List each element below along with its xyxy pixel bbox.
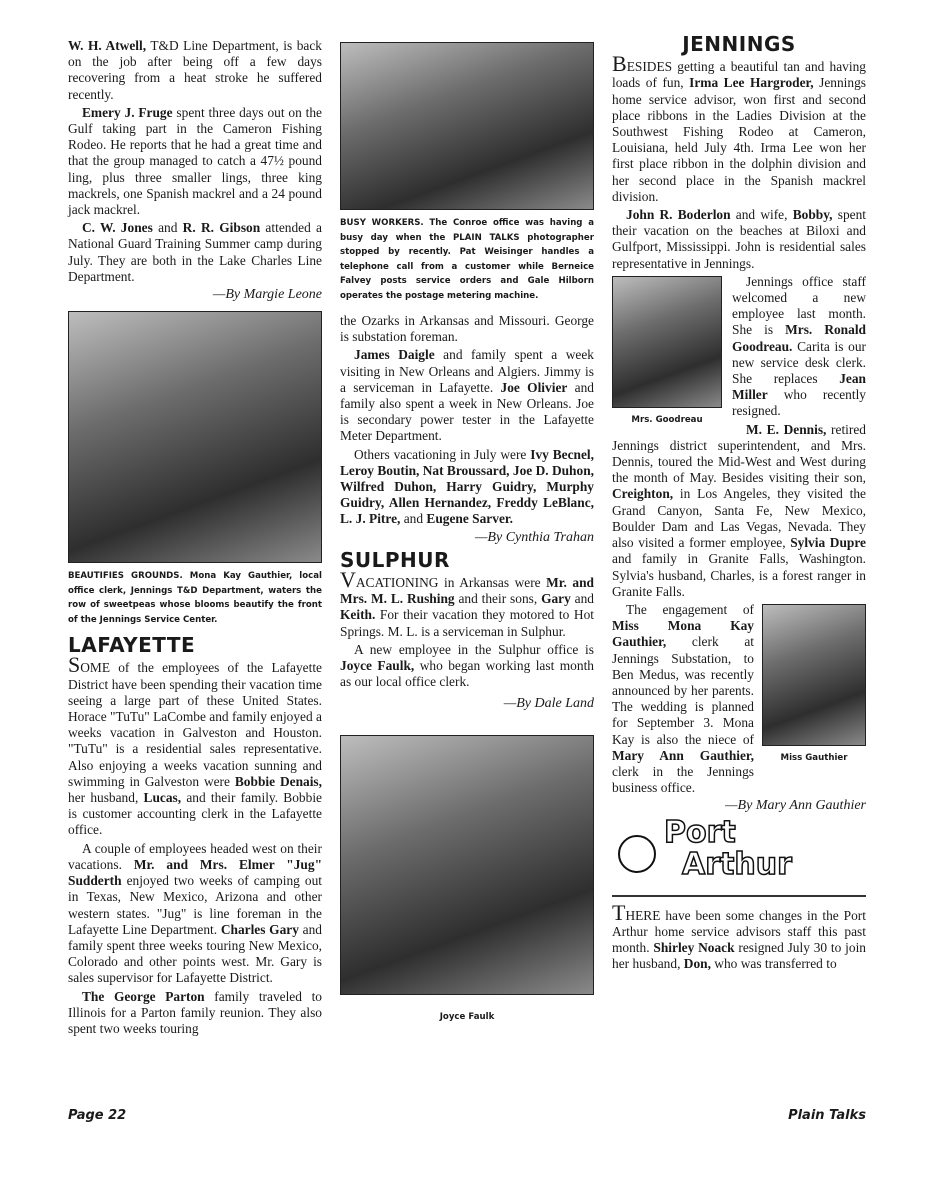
paragraph <box>612 899 866 973</box>
photo-caption: BUSY WORKERS. The Conroe office was having a busy day when the PLAIN TALKS photographer stopped by recently. Pat Weisinger handles a telephone call from a customer while Berneice Falvey posts service orders and Gale Hilborn operates the postage metering machine. <box>340 218 594 301</box>
text-run: The engagement of <box>626 601 754 617</box>
text-run: and their family. Bobbie is customer accounting clerk in the Lafayette office. <box>68 790 322 838</box>
text-run: Carita is our new service desk clerk. She replaces <box>732 338 866 387</box>
photo-caption: BEAUTIFIES GROUNDS. Mona Kay Gauthier, local office clerk, Jennings T&D Department, waters the row of sweetpeas whose blooms beautify the front of the Jennings Service Center. <box>68 571 322 625</box>
text-run: and <box>152 220 183 236</box>
name-highlight: M. E. Dennis, <box>746 421 827 437</box>
name-highlight: Joe Olivier <box>500 379 568 395</box>
name-highlight: Gary <box>541 591 571 607</box>
photo-caption: Mrs. Goodreau <box>631 414 703 425</box>
paragraph <box>68 652 322 838</box>
column-3 <box>612 32 866 974</box>
logo-text: Port <box>664 814 736 850</box>
photo-caption: Miss Gauthier <box>780 752 848 763</box>
paragraph <box>68 220 322 285</box>
byline: —By Dale Land <box>503 696 594 712</box>
name-highlight: Creighton, <box>612 486 674 502</box>
byline: —By Mary Ann Gauthier <box>725 798 866 814</box>
text-run: and <box>400 511 427 527</box>
paragraph <box>68 38 322 103</box>
name-highlight: Irma Lee Hargroder, <box>689 75 814 91</box>
name-highlight: Joyce Faulk, <box>340 658 415 674</box>
column-1 <box>68 38 322 1039</box>
text-run: spent their vacation on the beaches at Biloxi and Gulfport, Mississippi. John is residential sales representative in Jennings. <box>612 207 866 271</box>
text-run: attended a National Guard Training Summer camp during July. They are both in the Lake Charles Line Department. <box>68 220 322 284</box>
text-run: resigned July 30 to join her husband, <box>612 939 866 972</box>
paragraph <box>68 989 322 1038</box>
name-highlight: Emery J. Fruge <box>82 104 173 120</box>
name-highlight: Charles Gary <box>220 921 299 937</box>
paragraph <box>340 347 594 444</box>
paragraph <box>340 313 594 345</box>
photo-block-goodreau <box>612 276 722 432</box>
text-run: her husband, <box>68 790 144 806</box>
name-highlight: Lucas, <box>143 790 182 806</box>
publication-name: Plain Talks <box>788 1108 866 1123</box>
byline: —By Cynthia Trahan <box>474 529 594 545</box>
name-highlight: Mr. and Mrs. M. L. Rushing <box>340 575 594 607</box>
paragraph <box>340 567 594 640</box>
name-highlight: John R. Boderlon <box>626 207 731 223</box>
text-run: T&D Line Department, is back on the job after being off a few days recovering from a heat stroke he suffered recently. <box>68 38 322 102</box>
name-highlight: James Daigle <box>354 347 435 363</box>
byline: —By Margie Leone <box>212 287 322 303</box>
text-run: and family spent three weeks touring New Mexico, Colorado and other points west. Mr. Gary is sales supervisor for Lafayette District. <box>68 921 322 986</box>
section-heading-lafayette: LAFAYETTE <box>68 633 196 658</box>
paragraph <box>340 642 594 691</box>
name-highlight: Mary Ann Gauthier, <box>612 747 754 763</box>
text-run: enjoyed two weeks of camping out in Texas, New Mexico, Arizona and other western states. "Jug" is line foreman in the Lafayette Line Department. <box>68 873 322 937</box>
name-highlight: The George Parton <box>82 988 205 1004</box>
text-run: and family in Granite Falls, Washington. Sylvia's husband, Charles, is a forest ranger in Granite Falls. <box>612 551 866 599</box>
name-highlight: Jean Miller <box>732 371 866 403</box>
column-2 <box>340 42 594 1029</box>
text-run: retired Jennings district superintendent, and Mrs. Dennis, toured the Mid-West and West during the month of May. Besides visiting their son, <box>612 421 866 486</box>
paragraph <box>612 51 866 205</box>
name-highlight: Shirley Noack <box>653 939 735 955</box>
name-highlight: Sylvia Dupre <box>790 535 866 551</box>
text-run: and family spent a week visiting in New Orleans and Algiers. Jimmy is a serviceman in Lafayette. <box>340 347 594 395</box>
text-run: family traveled to Illinois for a Parton family reunion. They also spent two weeks touring <box>68 988 322 1036</box>
name-highlight: Don, <box>683 956 711 972</box>
text-run: and their sons, <box>454 591 542 607</box>
text-run: and wife, <box>730 207 793 223</box>
name-highlight: W. H. Atwell, <box>68 38 147 53</box>
text-run: and family also spent a week in New Orleans. Joe is secondary power tester in the Lafayette Meter Department. <box>340 379 594 444</box>
text-run: Jennings home service advisor, won first and second place ribbons in the Ladies Division at the Southwest Fishing Rodeo at Cameron, Louisiana, held July 4th. Irma Lee won her first place ribbon in the dolphin division and her second place in the Spanish mackrel division. <box>612 75 866 204</box>
photo-miss-gauthier <box>762 604 866 746</box>
name-highlight: Bobby, <box>792 207 833 223</box>
text-run: spent three days out on the Gulf taking part in the Cameron Fishing Rodeo. He reports that he had a great time and that the group managed to catch a 47½ pound ling, plus three smaller lings, three king mackrels, one Spanish mackrel and a 24 pound jack mackrel. <box>68 104 322 218</box>
name-highlight: R. R. Gibson <box>182 220 261 236</box>
photo-busy-workers <box>340 42 594 210</box>
text-run: clerk in the Jennings business office. <box>612 763 754 796</box>
text-run: Jennings office staff welcomed a new employee last month. She is <box>732 273 866 338</box>
text-run: who began working last month as our local office clerk. <box>340 658 594 690</box>
text-run: clerk at Jennings Substation, to Ben Medus, was recently announced by her parents. The wedding is planned for September 3. Mona Kay is also the niece of <box>612 634 754 747</box>
name-highlight: Miss Mona Kay Gauthier, <box>612 618 754 650</box>
paragraph <box>68 841 322 987</box>
text-run: For their vacation they motored to Hot Springs. M. L. is a serviceman in Sulphur. <box>340 607 594 639</box>
name-highlight: C. W. Jones <box>82 220 153 236</box>
text-run: A couple of employees headed west on their vacations. <box>68 840 322 872</box>
name-highlight: Bobbie Denais, <box>234 773 322 789</box>
name-highlight: Keith. <box>340 607 376 623</box>
photo-joyce-faulk <box>340 735 594 995</box>
paragraph <box>340 447 594 528</box>
paragraph <box>612 422 866 600</box>
photo-block-gauthier <box>762 604 866 770</box>
text-run: who recently resigned. <box>732 387 866 419</box>
text-run: who was transferred to <box>710 956 837 972</box>
text-run: and <box>570 591 594 607</box>
text-run: VACATIONING in Arkansas were <box>340 567 547 593</box>
text-run: in Los Angeles, they visited the Grand Canyon, Santa Fe, New Mexico, Boulder Dam and Las Vegas, Nevada. They also visited a former employee, <box>612 486 866 551</box>
name-highlight: Mrs. Ronald Goodreau. <box>732 322 866 354</box>
logo-text: Arthur <box>682 846 792 882</box>
section-heading-jennings: JENNINGS <box>682 32 796 56</box>
text-run: Others vacationing in July were <box>354 446 531 462</box>
paragraph <box>612 207 866 272</box>
name-highlight: Mr. and Mrs. Elmer "Jug" Sudderth <box>68 856 323 889</box>
text-run: A new employee in the Sulphur office is <box>354 641 594 657</box>
text-run: BESIDES getting a beautiful tan and having loads of fun, <box>612 51 866 91</box>
photo-sweetpeas <box>68 311 322 563</box>
name-highlight: Ivy Becnel, Leroy Boutin, Nat Broussard, Joe D. Duhon, Wilfred Duhon, Harry Guidry, Murphy Guidry, Allen Hernandez, Freddy LeBlanc, L. J. Pitre, <box>340 446 594 527</box>
photo-caption: Joyce Faulk <box>439 1011 495 1022</box>
globe-icon <box>618 835 656 873</box>
name-highlight: Eugene Sarver. <box>426 511 513 527</box>
text-run: the Ozarks in Arkansas and Missouri. George is substation foreman. <box>340 313 594 345</box>
paragraph <box>68 105 322 218</box>
page-number: Page 22 <box>68 1108 127 1123</box>
port-arthur-logo <box>612 814 866 897</box>
text-run: SOME of the employees of the Lafayette District have been spending their vacation time seeing a large part of these United States. Horace "TuTu" LaCombe and family enjoyed a weeks vacation in Galveston and Houston. "TuTu" is a residential sales representative. Also enjoying a weeks vacation sunning and swimming in Galveston were <box>68 652 322 789</box>
text-run: THERE have been some changes in the Port Arthur home service advisors staff this past month. <box>612 899 866 955</box>
section-heading-sulphur: SULPHUR <box>340 547 450 572</box>
photo-mrs-goodreau <box>612 276 722 408</box>
